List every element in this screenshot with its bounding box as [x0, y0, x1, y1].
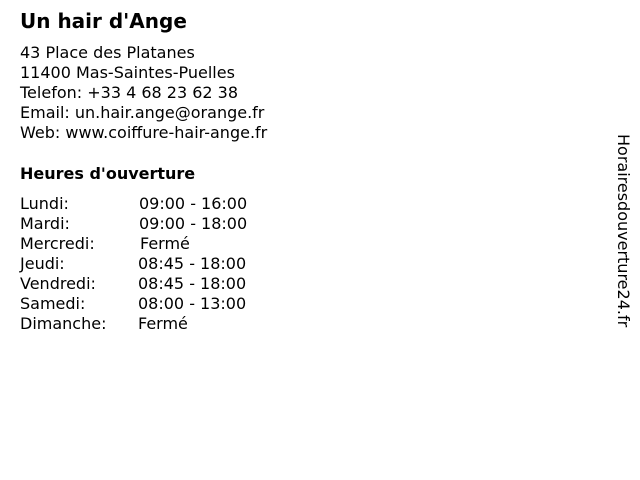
watermark-text: Horairesdouverture24.fr — [614, 134, 633, 328]
phone-number: Telefon: +33 4 68 23 62 38 — [20, 83, 239, 102]
contact-info — [20, 43, 267, 143]
day-hours: 08:45 - 18:00 — [138, 254, 247, 273]
day-label: Mardi: — [20, 214, 70, 233]
day-hours: 09:00 - 16:00 — [139, 194, 248, 213]
day-hours: 09:00 - 18:00 — [139, 214, 248, 233]
email-address: Email: un.hair.ange@orange.fr — [20, 103, 265, 122]
day-label: Lundi: — [20, 194, 69, 213]
day-label: Mercredi: — [20, 234, 95, 253]
day-hours: Fermé — [140, 234, 190, 253]
opening-hours-title: Heures d'ouverture — [20, 164, 196, 183]
day-hours: 08:00 - 13:00 — [138, 294, 247, 313]
day-hours: Fermé — [138, 314, 188, 333]
day-label: Vendredi: — [20, 274, 96, 293]
day-label: Jeudi: — [20, 254, 65, 273]
business-name: Un hair d'Ange — [20, 9, 187, 33]
day-hours: 08:45 - 18:00 — [138, 274, 247, 293]
address-street: 43 Place des Platanes — [20, 43, 195, 62]
website-address: Web: www.coiffure-hair-ange.fr — [20, 123, 268, 142]
day-label: Samedi: — [20, 294, 86, 313]
day-label: Dimanche: — [20, 314, 107, 333]
address-city: 11400 Mas-Saintes-Puelles — [20, 63, 235, 82]
